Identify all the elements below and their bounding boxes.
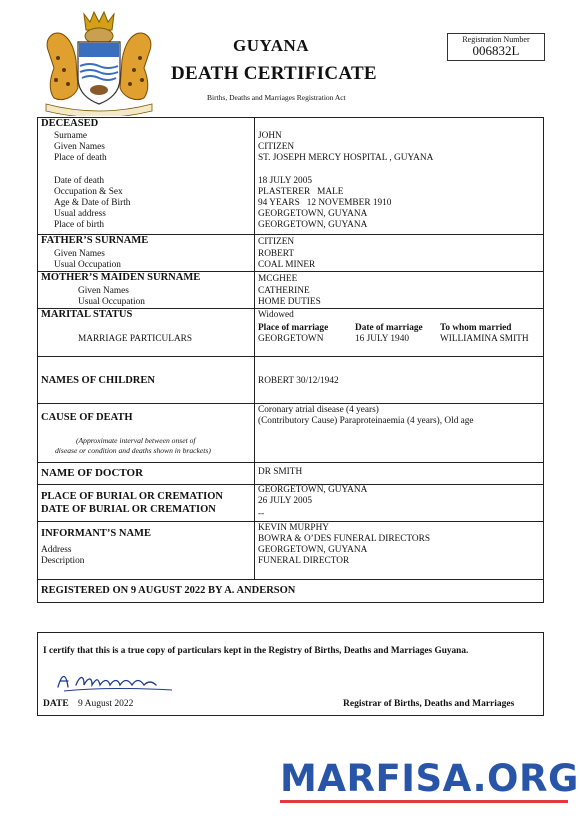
certification-date: 9 August 2022 [78, 699, 134, 709]
deceased-label-usual-address: Usual address [54, 209, 106, 219]
mother-label-given-names: Given Names [78, 286, 129, 296]
deceased-label-date-of-death: Date of death [54, 176, 105, 186]
informant-address1: BOWRA & O’DES FUNERAL DIRECTORS [258, 534, 431, 544]
deceased-age-dob: 94 YEARS 12 NOVEMBER 1910 [258, 198, 392, 208]
registration-number: 006832L [472, 43, 520, 58]
column-divider [254, 118, 255, 579]
mother-heading: MOTHER’S MAIDEN SURNAME [41, 272, 201, 283]
informant-label-address: Address [41, 545, 72, 555]
mother-given-names: CATHERINE [258, 286, 310, 296]
divider [38, 521, 543, 522]
father-label-occupation: Usual Occupation [54, 260, 121, 270]
act-subtitle: Births, Deaths and Marriages Registration Act [207, 93, 346, 102]
burial-place-heading: PLACE OF BURIAL OR CREMATION [41, 491, 224, 502]
children-value: ROBERT 30/12/1942 [258, 376, 339, 386]
cause-line1: Coronary atrial disease (4 years) [258, 405, 379, 415]
burial-place: GEORGETOWN, GUYANA [258, 485, 368, 495]
burial-extra: -- [258, 509, 265, 519]
marriage-spouse: WILLIAMINA SMITH [440, 334, 529, 344]
deceased-label-surname: Surname [54, 131, 88, 141]
deceased-occupation-sex: PLASTERER MALE [258, 187, 344, 197]
father-label-given-names: Given Names [54, 249, 105, 259]
marriage-col-whom: To whom married [440, 323, 512, 333]
cause-note-line1: (Approximate interval between onset of [76, 436, 196, 445]
mother-label-occupation: Usual Occupation [78, 297, 145, 307]
deceased-given-names: CITIZEN [258, 142, 295, 152]
divider [38, 462, 543, 463]
deceased-usual-address: GEORGETOWN, GUYANA [258, 209, 368, 219]
divider [38, 403, 543, 404]
burial-date-heading: DATE OF BURIAL OR CREMATION [41, 504, 216, 515]
deceased-surname: JOHN [258, 131, 282, 141]
children-heading: NAMES OF CHILDREN [41, 375, 155, 386]
burial-date: 26 JULY 2005 [258, 496, 312, 506]
marriage-place: GEORGETOWN [258, 334, 324, 344]
registrar-signature [54, 669, 174, 693]
mother-surname: MCGHEE [258, 274, 298, 284]
certification-statement: I certify that this is a true copy of particulars kept in the Registry of Births, Deaths and Marriages Guyana. [43, 646, 469, 656]
informant-name: KEVIN MURPHY [258, 523, 330, 533]
deceased-place-of-death: ST. JOSEPH MERCY HOSPITAL , GUYANA [258, 153, 434, 163]
deceased-label-place-of-birth: Place of birth [54, 220, 105, 230]
deceased-date-of-death: 18 JULY 2005 [258, 176, 312, 186]
certificate-title: DEATH CERTIFICATE [171, 63, 377, 84]
deceased-heading: DECEASED [41, 118, 99, 129]
cause-line2: (Contributory Cause) Paraproteinaemia (4 years), Old age [258, 416, 474, 426]
informant-address2: GEORGETOWN, GUYANA [258, 545, 368, 555]
logo-underline [280, 800, 568, 803]
marriage-col-place: Place of marriage [258, 323, 329, 333]
informant-heading: INFORMANT’S NAME [41, 528, 151, 539]
registrar-title: Registrar of Births, Deaths and Marriages [343, 699, 515, 709]
marital-status: Widowed [258, 310, 294, 320]
marfisa-logo [280, 757, 579, 800]
marital-heading: MARITAL STATUS [41, 309, 133, 320]
logo-text-suffix: .ORG [472, 757, 579, 800]
registration-box [447, 33, 545, 61]
marriage-date: 16 JULY 1940 [355, 334, 409, 344]
informant-description: FUNERAL DIRECTOR [258, 556, 350, 566]
divider [38, 356, 543, 357]
mother-occupation: HOME DUTIES [258, 297, 321, 307]
father-heading: FATHER’S SURNAME [41, 235, 149, 246]
informant-label-description: Description [41, 556, 85, 566]
certification-box [37, 632, 544, 716]
deceased-label-given-names: Given Names [54, 142, 105, 152]
marriage-particulars-label: MARRIAGE PARTICULARS [78, 334, 193, 344]
father-occupation: COAL MINER [258, 260, 316, 270]
marriage-col-date: Date of marriage [355, 323, 423, 333]
father-given-names: ROBERT [258, 249, 295, 259]
cause-heading: CAUSE OF DEATH [41, 412, 133, 423]
deceased-label-age-dob: Age & Date of Birth [54, 198, 131, 208]
father-surname: CITIZEN [258, 237, 295, 247]
certificate-table [37, 117, 544, 603]
coat-of-arms [40, 8, 158, 116]
certification-date-label: DATE [43, 699, 69, 709]
doctor-name: DR SMITH [258, 467, 303, 477]
logo-text-main: MARFISA [280, 757, 473, 800]
doctor-heading: NAME OF DOCTOR [41, 467, 144, 479]
registered-line: REGISTERED ON 9 AUGUST 2022 BY A. ANDERSON [41, 585, 296, 596]
deceased-place-of-birth: GEORGETOWN, GUYANA [258, 220, 368, 230]
country-title: GUYANA [233, 36, 310, 55]
divider [38, 579, 543, 580]
cause-note-line2: disease or condition and deaths shown in brackets) [55, 446, 211, 455]
registration-label: Registration Number [462, 35, 530, 44]
deceased-label-occupation-sex: Occupation & Sex [54, 187, 123, 197]
deceased-label-place-of-death: Place of death [54, 153, 107, 163]
